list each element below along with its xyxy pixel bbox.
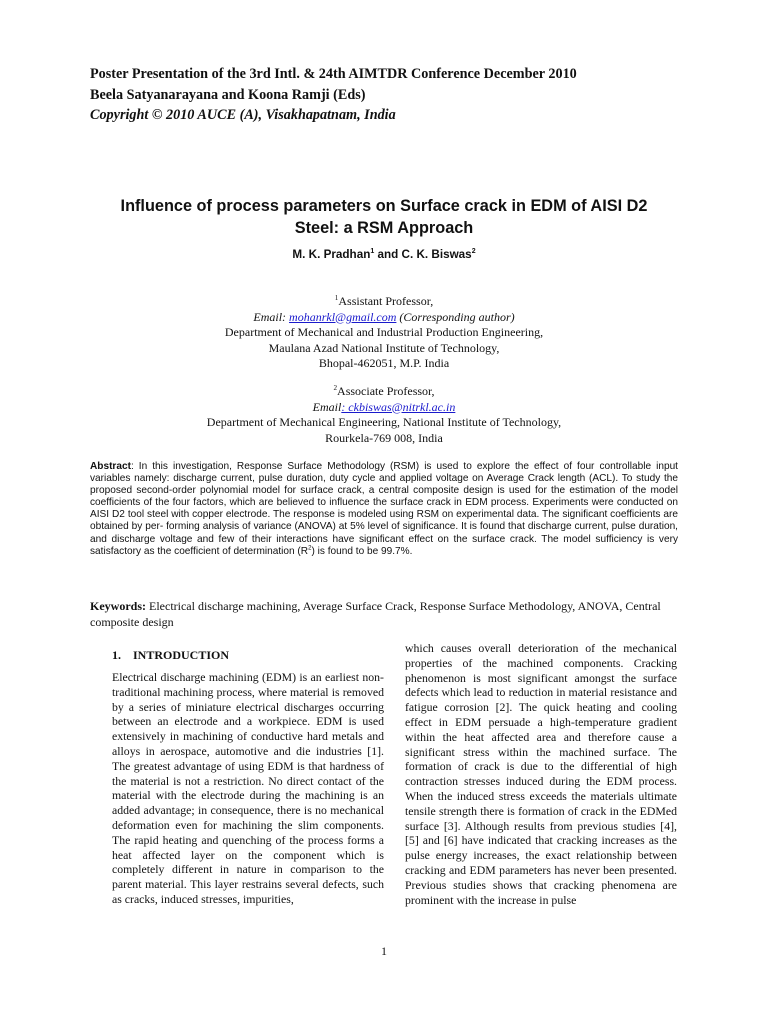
affil-role <box>0 294 768 310</box>
email-label: Email: <box>253 309 290 324</box>
abstract-superscript: 2 <box>308 545 312 552</box>
author-name: M. K. Pradhan <box>292 248 371 261</box>
keywords-label: Keywords: <box>90 599 146 613</box>
affil-department: Department of Mechanical and Industrial Production Engineering, <box>224 325 544 339</box>
affil-mark: 2 <box>333 384 338 392</box>
conference-line: Poster Presentation of the 3rd Intl. & 24th AIMTDR Conference December 2010 <box>90 66 577 82</box>
abstract <box>90 461 678 558</box>
editors-line: Beela Satyanarayana and Koona Ramji (Eds) <box>90 86 366 103</box>
affil-location: Rourkela-769 008, India <box>325 430 443 445</box>
body-column-left: Electrical discharge machining (EDM) is an earliest non-traditional machining process, where material is removed by a series of miniature electrical discharges occurring between an electrode and a workpiece. EDM is used extensively in machining of conductive hard metals and alloys in aerospace, automotive and die industries [1]. The greatest advantage of using EDM is that hardness of the material is not a restriction. No direct contact of the material with the electrode during the machining is an added advantage; in consequence, there is no mechanical deformation even for machining the slim components. The rapid heating and quenching of the process forms a heat affected layer on the component which is completely different in nature in comparison to the parent material. This layer restrains several defects, such as cracks, induced stresses, impurities, <box>112 670 384 906</box>
affiliation-block-1 <box>0 294 768 372</box>
email-link[interactable]: : ckbiswas@nitrkl.ac.in <box>341 399 456 414</box>
title-line-2: Steel: a RSM Approach <box>294 218 474 237</box>
abstract-text-end: ) is found to be 99.7%. <box>311 545 413 557</box>
affil-department: Department of Mechanical Engineering, National Institute of Technology, <box>206 415 562 429</box>
role-text: Assistant Professor, <box>338 294 434 308</box>
keywords-text: Electrical discharge machining, Average Surface Crack, Response Surface Methodology, ANOVA, Central composite design <box>90 599 661 629</box>
affil-email-line <box>0 400 768 416</box>
author-affil-mark: 1 <box>370 248 375 256</box>
affil-location: Bhopal-462051, M.P. India <box>318 356 450 370</box>
section-heading: 1. INTRODUCTION <box>112 648 230 662</box>
email-link[interactable]: mohanrkl@gmail.com <box>289 309 397 324</box>
author-list <box>0 248 768 261</box>
role-text: Associate Professor, <box>337 384 435 398</box>
email-label: Email <box>312 399 342 414</box>
copyright-line: Copyright © 2010 AUCE (A), Visakhapatnam, India <box>90 107 396 123</box>
conference-header <box>90 64 690 126</box>
paper-title <box>60 196 708 239</box>
abstract-label: Abstract <box>90 461 131 472</box>
affiliation-block-2 <box>0 384 768 446</box>
affil-mark: 1 <box>334 294 339 302</box>
body-column-right: which causes overall deterioration of the mechanical properties of the machined components. Cracking phenomenon is most significant amongst the surface defects which lead to reduction in material resistance and fatigue corrosion [2]. The quick heating and cooling effect in EDM persuade a high-temperature gradient within the heat affected area and therefore cause a significant stress within the machined surface. The formation of crack is due to the differential of high contraction stresses induced during the EDM process. When the induced stress exceeds the materials ultimate tensile strength there is formation of crack in the EDMed surface [3]. Although results from previous studies [4], [5] and [6] have indicated that cracking increases as the pulse energy increases, the exact relationship between cracking and EDM parameters has never been presented. Previous studies shows that cracking phenomena are prominent with the increase in pulse <box>405 641 677 907</box>
affil-email-line <box>0 310 768 326</box>
author-name: C. K. Biswas <box>401 248 472 261</box>
keywords <box>90 598 690 630</box>
affil-role <box>0 384 768 400</box>
page-number: 1 <box>381 944 387 958</box>
author-affil-mark: 2 <box>471 248 476 256</box>
author-conjunction: and <box>374 248 402 261</box>
title-line-1: Influence of process parameters on Surface crack in EDM of AISI D2 <box>120 197 648 215</box>
email-note: (Corresponding author) <box>396 309 515 324</box>
abstract-text: : In this investigation, Response Surface Methodology (RSM) is used to explore the effect of four controllable input variables namely: discharge current, pulse duration, duty cycle and applied voltage on Average Crack length (ACL). To study the proposed second-order polynomial model for surface crack, a central composite design is used for the estimation of the model coefficients of the four factors, which are believed to influence the surface crack in EDM process. Experiments were conducted on AISI D2 tool steel with copper electrode. The response is modeled using RSM on experimental data. The significant coefficients are obtained by per- forming analysis of variance (ANOVA) at 5% level of significance. It is found that discharge current, pulse duration, and discharge voltage and few of their interactions have significant effect on the surface crack. The model sufficiency is very satisfactory as the coefficient of determination (R <box>90 461 678 557</box>
affil-institute: Maulana Azad National Institute of Technology, <box>268 340 500 355</box>
